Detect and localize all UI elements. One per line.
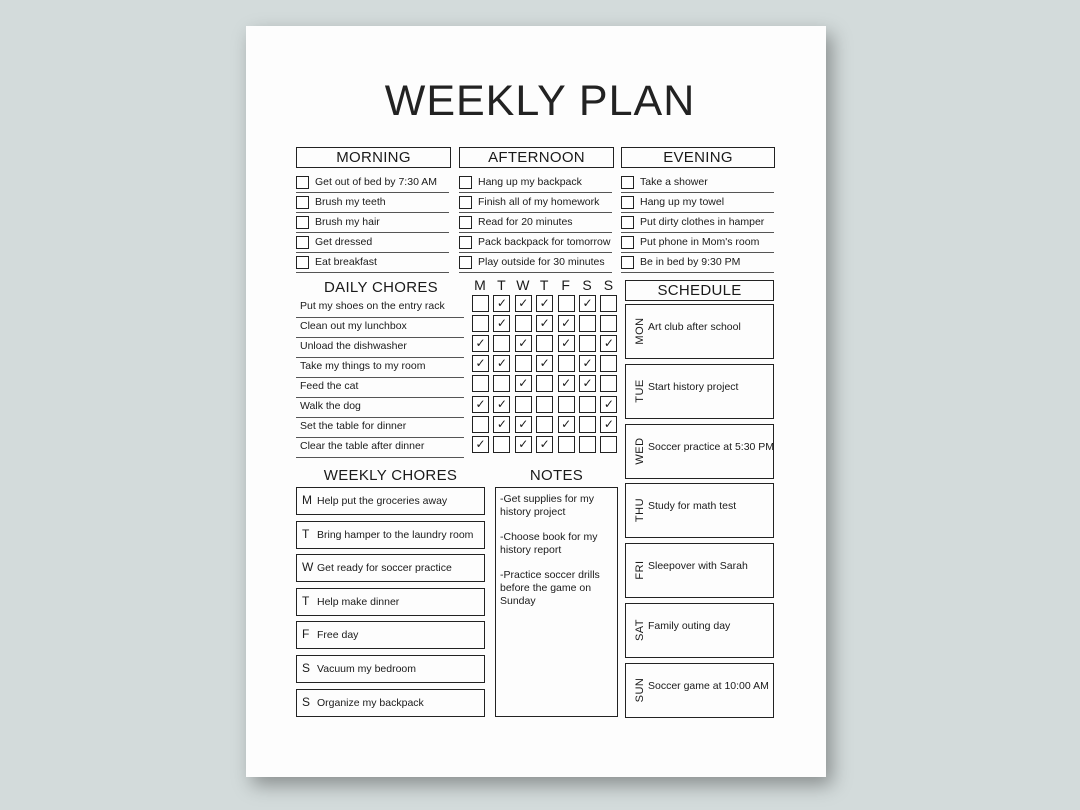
- daily-chore-checkbox[interactable]: [536, 416, 553, 433]
- weekly-chore-day: T: [302, 593, 310, 608]
- daily-chore-label: Unload the dishwasher: [296, 338, 464, 358]
- afternoon-item: [459, 233, 612, 253]
- daily-chore-checkbox[interactable]: ✓: [536, 436, 553, 453]
- afternoon-checkbox[interactable]: [459, 236, 472, 249]
- page-title: WEEKLY PLAN: [384, 77, 696, 125]
- schedule-item: [625, 543, 774, 598]
- morning-list: [296, 173, 449, 273]
- schedule-text: Soccer practice at 5:30 PM: [648, 440, 775, 453]
- daily-chore-checkbox[interactable]: [579, 315, 596, 332]
- schedule-day: TUE: [634, 379, 646, 403]
- afternoon-item-label: Pack backpack for tomorrow: [478, 236, 611, 248]
- daily-chore-checkbox[interactable]: [536, 335, 553, 352]
- morning-item-label: Brush my hair: [315, 216, 380, 228]
- weekly-chores-heading: WEEKLY CHORES: [323, 467, 458, 484]
- daily-chore-checkbox[interactable]: [600, 315, 617, 332]
- daily-chore-checkbox[interactable]: ✓: [600, 335, 617, 352]
- schedule-day: SAT: [634, 618, 646, 642]
- evening-item-label: Hang up my towel: [640, 196, 725, 208]
- weekday-letter: W: [516, 277, 530, 293]
- morning-checkbox[interactable]: [296, 236, 309, 249]
- morning-checkbox[interactable]: [296, 196, 309, 209]
- daily-chore-checkbox[interactable]: ✓: [515, 295, 532, 312]
- morning-checkbox[interactable]: [296, 256, 309, 269]
- schedule-item: [625, 364, 774, 419]
- daily-chore-checkbox[interactable]: ✓: [472, 436, 489, 453]
- daily-chore-checkbox[interactable]: [558, 396, 575, 413]
- morning-checkbox[interactable]: [296, 216, 309, 229]
- schedule-day: MON: [634, 317, 646, 345]
- afternoon-checkbox[interactable]: [459, 196, 472, 209]
- schedule-text: Art club after school: [648, 321, 741, 333]
- daily-chore-checkbox[interactable]: [493, 436, 510, 453]
- daily-chore-checkbox[interactable]: ✓: [558, 416, 575, 433]
- afternoon-checkbox[interactable]: [459, 256, 472, 269]
- evening-checkbox[interactable]: [621, 196, 634, 209]
- morning-item-label: Brush my teeth: [315, 196, 386, 208]
- weekday-letter: S: [582, 277, 592, 293]
- afternoon-item: [459, 193, 612, 213]
- daily-chore-checkbox[interactable]: ✓: [493, 416, 510, 433]
- afternoon-list: [459, 173, 612, 273]
- morning-checkbox[interactable]: [296, 176, 309, 189]
- note-item: -Get supplies for my history project: [500, 493, 594, 518]
- weekly-chore-text: Vacuum my bedroom: [317, 663, 417, 675]
- daily-chore-checkbox[interactable]: ✓: [472, 355, 489, 372]
- afternoon-heading: AFTERNOON: [459, 147, 614, 168]
- weekday-letter: M: [474, 277, 486, 293]
- daily-chore-checkbox[interactable]: [600, 295, 617, 312]
- weekly-chore-row: [296, 689, 485, 717]
- evening-checkbox[interactable]: [621, 256, 634, 269]
- weekly-chore-day: W: [302, 560, 314, 575]
- evening-checkbox[interactable]: [621, 236, 634, 249]
- morning-item: [296, 253, 449, 273]
- daily-chore-checkbox[interactable]: ✓: [600, 416, 617, 433]
- daily-chore-checkbox[interactable]: ✓: [558, 375, 575, 392]
- daily-chore-checkbox[interactable]: ✓: [558, 315, 575, 332]
- schedule-day: THU: [634, 498, 646, 523]
- notes-box: [495, 487, 618, 717]
- daily-chore-checkbox[interactable]: ✓: [600, 396, 617, 413]
- afternoon-item: [459, 173, 612, 193]
- weekday-letter: S: [603, 277, 614, 293]
- evening-heading: EVENING: [621, 147, 775, 168]
- daily-chore-checkbox[interactable]: [579, 396, 596, 413]
- evening-item: [621, 233, 774, 253]
- daily-chore-checkbox[interactable]: ✓: [515, 436, 532, 453]
- note-item: -Choose book for my history report: [500, 531, 598, 556]
- evening-item-label: Be in bed by 9:30 PM: [640, 256, 741, 268]
- weekly-chore-text: Organize my backpack: [317, 696, 424, 709]
- schedule-day: SUN: [634, 677, 646, 703]
- daily-chore-checkbox[interactable]: [579, 436, 596, 453]
- morning-item: [296, 193, 449, 213]
- morning-item: [296, 213, 449, 233]
- schedule-day: FRI: [634, 560, 646, 580]
- weekly-chore-text: Get ready for soccer practice: [317, 562, 452, 575]
- daily-chore-label: Walk the dog: [296, 398, 464, 418]
- weekly-chore-row: [296, 621, 485, 649]
- weekday-letter: F: [561, 277, 570, 293]
- daily-chore-checkbox[interactable]: [536, 375, 553, 392]
- afternoon-item: [459, 253, 612, 273]
- evening-item: [621, 173, 774, 193]
- afternoon-item-label: Play outside for 30 minutes: [478, 256, 605, 268]
- weekly-chore-row: [296, 655, 485, 683]
- schedule-text: Sleepover with Sarah: [648, 560, 748, 573]
- notes-heading: NOTES: [529, 467, 584, 484]
- weekly-chore-day: F: [302, 627, 310, 642]
- daily-chore-checkbox[interactable]: ✓: [515, 375, 532, 392]
- afternoon-checkbox[interactable]: [459, 176, 472, 189]
- schedule-item: [625, 304, 774, 359]
- daily-chore-checkbox[interactable]: [472, 416, 489, 433]
- daily-chore-checkbox[interactable]: [600, 355, 617, 372]
- daily-chore-checkbox[interactable]: [515, 315, 532, 332]
- weekly-chore-text: Bring hamper to the laundry room: [317, 528, 474, 541]
- daily-chore-checkbox[interactable]: ✓: [579, 375, 596, 392]
- daily-chore-checkbox[interactable]: ✓: [472, 396, 489, 413]
- evening-checkbox[interactable]: [621, 216, 634, 229]
- daily-chore-label: Set the table for dinner: [296, 418, 464, 438]
- morning-heading: MORNING: [296, 147, 451, 168]
- morning-item-label: Get dressed: [315, 236, 373, 248]
- weekly-chore-row: [296, 521, 485, 549]
- weekday-letter: T: [539, 277, 549, 293]
- daily-chore-label: Clean out my lunchbox: [296, 318, 464, 338]
- daily-chores-heading: DAILY CHORES: [324, 279, 438, 296]
- daily-chore-checkbox[interactable]: ✓: [558, 335, 575, 352]
- daily-chore-checkbox[interactable]: [558, 355, 575, 372]
- daily-chore-label: Feed the cat: [296, 378, 464, 398]
- daily-chore-checkbox[interactable]: [472, 295, 489, 312]
- daily-chore-checkbox[interactable]: ✓: [515, 416, 532, 433]
- morning-item-label: Get out of bed by 7:30 AM: [315, 176, 437, 188]
- daily-chore-checkbox[interactable]: [536, 396, 553, 413]
- weekly-chore-day: S: [302, 661, 311, 675]
- schedule-item: [625, 483, 774, 538]
- daily-chore-checkbox[interactable]: [515, 355, 532, 372]
- weekly-chore-text: Help make dinner: [317, 595, 400, 608]
- schedule-item: [625, 663, 774, 718]
- daily-chore-checkbox[interactable]: [515, 396, 532, 413]
- schedule-text: Start history project: [648, 380, 739, 393]
- afternoon-item-label: Finish all of my homework: [478, 196, 600, 208]
- daily-chore-label: Clear the table after dinner: [296, 438, 464, 458]
- daily-chore-label: Take my things to my room: [296, 358, 464, 378]
- daily-chore-checkbox[interactable]: ✓: [579, 295, 596, 312]
- afternoon-item-label: Read for 20 minutes: [478, 216, 573, 228]
- schedule-text: Soccer game at 10:00 AM: [648, 679, 769, 692]
- evening-item: [621, 213, 774, 233]
- daily-chore-checkbox[interactable]: [558, 436, 575, 453]
- daily-chore-checkbox[interactable]: ✓: [493, 396, 510, 413]
- evening-item-label: Take a shower: [640, 176, 708, 188]
- daily-chore-checkbox[interactable]: [600, 375, 617, 392]
- evening-item-label: Put dirty clothes in hamper: [640, 216, 765, 228]
- daily-chore-checkbox[interactable]: [558, 295, 575, 312]
- morning-item: [296, 173, 449, 193]
- daily-chore-checkbox[interactable]: ✓: [536, 315, 553, 332]
- schedule-item: [625, 424, 774, 479]
- afternoon-item-label: Hang up my backpack: [478, 176, 582, 188]
- daily-chore-label: Put my shoes on the entry rack: [296, 298, 464, 318]
- daily-chore-checkbox[interactable]: ✓: [515, 335, 532, 352]
- afternoon-checkbox[interactable]: [459, 216, 472, 229]
- daily-chore-checkbox[interactable]: [579, 335, 596, 352]
- weekly-chore-row: [296, 588, 485, 616]
- daily-chores-list: [296, 298, 464, 458]
- daily-chore-checkbox[interactable]: [579, 416, 596, 433]
- weekly-chore-row: [296, 487, 485, 515]
- weekly-chore-day: M: [302, 493, 312, 507]
- morning-item: [296, 233, 449, 253]
- weekly-chore-text: Help put the groceries away: [317, 495, 448, 507]
- afternoon-item: [459, 213, 612, 233]
- evening-item-label: Put phone in Mom's room: [640, 236, 760, 248]
- schedule-heading: SCHEDULE: [625, 280, 774, 301]
- daily-chore-checkbox[interactable]: ✓: [579, 355, 596, 372]
- weekly-chore-day: T: [302, 526, 310, 541]
- daily-chore-checkbox[interactable]: ✓: [493, 355, 510, 372]
- daily-chore-checkbox[interactable]: [600, 436, 617, 453]
- evening-checkbox[interactable]: [621, 176, 634, 189]
- schedule-item: [625, 603, 774, 658]
- daily-chore-checkbox[interactable]: ✓: [493, 295, 510, 312]
- daily-chore-checkbox[interactable]: ✓: [472, 335, 489, 352]
- morning-item-label: Eat breakfast: [315, 256, 377, 268]
- daily-chore-checkbox[interactable]: [472, 375, 489, 392]
- daily-chore-checkbox[interactable]: ✓: [536, 295, 553, 312]
- daily-chore-checkbox[interactable]: [493, 375, 510, 392]
- weekly-chore-day: S: [302, 694, 311, 709]
- schedule-text: Study for math test: [648, 500, 737, 513]
- schedule-day: WED: [634, 437, 646, 465]
- daily-chore-checkbox[interactable]: ✓: [493, 315, 510, 332]
- daily-chore-checkbox[interactable]: [493, 335, 510, 352]
- daily-chore-checkbox[interactable]: [472, 315, 489, 332]
- weekday-letter: T: [497, 277, 506, 293]
- evening-list: [621, 173, 774, 273]
- weekly-chore-row: [296, 554, 485, 582]
- evening-item: [621, 193, 774, 213]
- evening-item: [621, 253, 774, 273]
- note-item: -Practice soccer drills before the game on Sunday: [500, 569, 600, 607]
- daily-chore-checkbox[interactable]: ✓: [536, 355, 553, 372]
- weekly-chore-text: Free day: [317, 629, 359, 642]
- schedule-text: Family outing day: [648, 620, 731, 632]
